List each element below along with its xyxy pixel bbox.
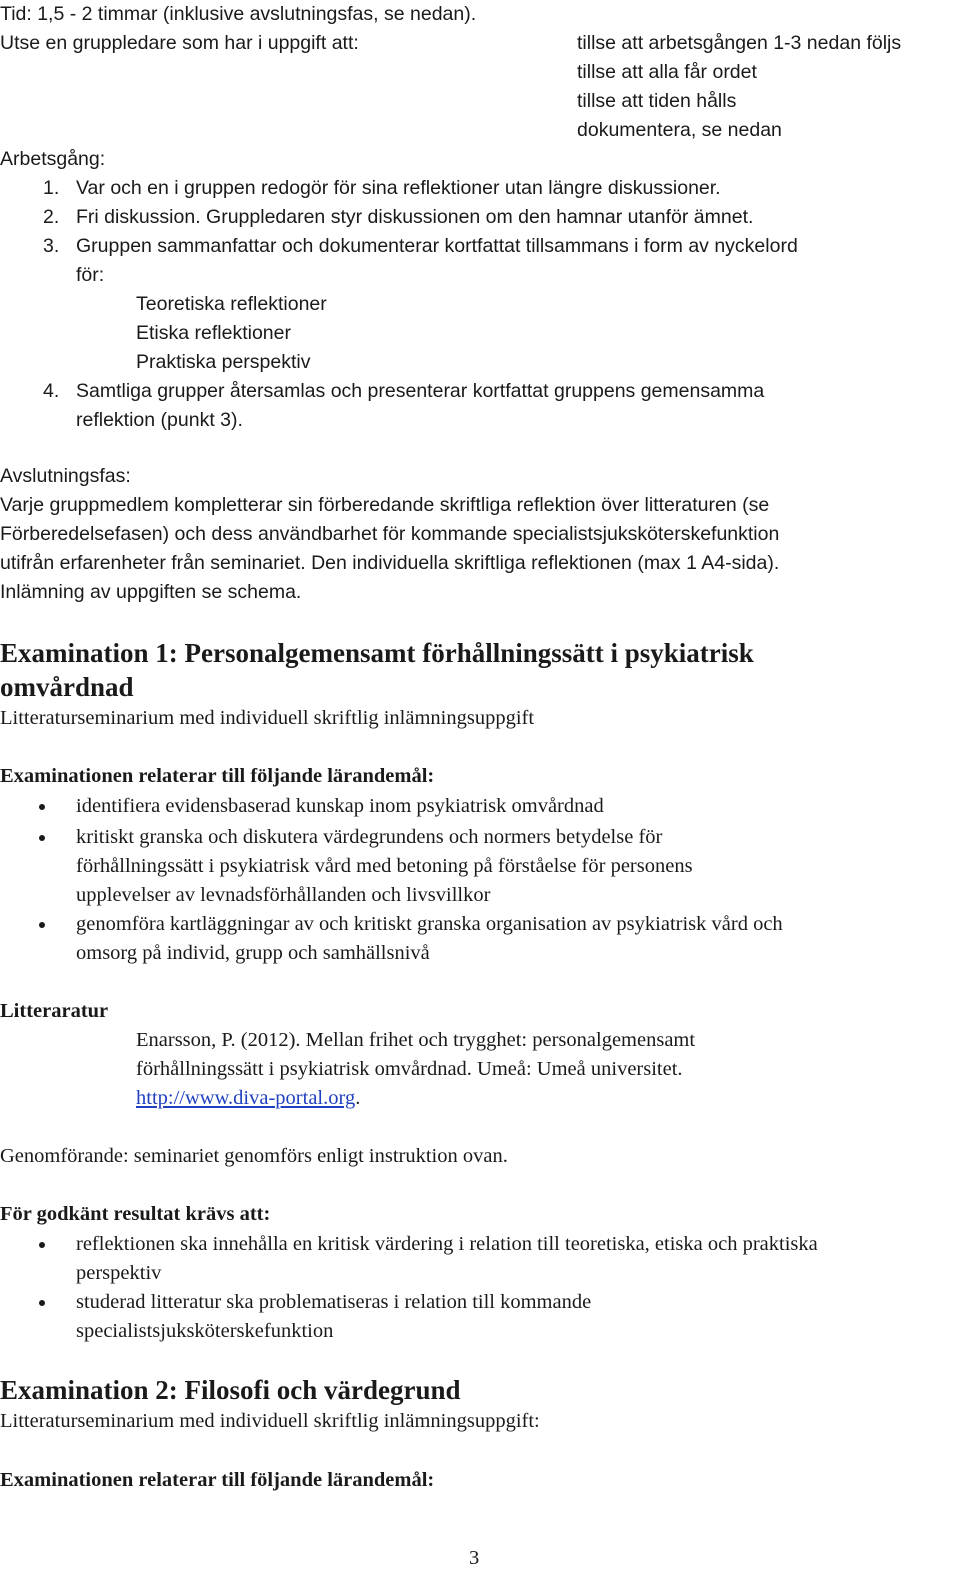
bullet-icon [39, 1300, 45, 1306]
step-text: reflektion (punkt 3). [76, 409, 243, 431]
leader-task: tillse att tiden hålls [577, 90, 737, 112]
criteria-text: studerad litteratur ska problematiseras i relation till kommande [76, 1291, 592, 1313]
step-text: Var och en i gruppen redogör för sina reflektioner utan längre diskussioner. [76, 177, 721, 199]
goal-text: omsorg på individ, grupp och samhällsnivå [76, 942, 430, 964]
criteria-text: reflektionen ska innehålla en kritisk värdering i relation till teoretiska, etiska och praktiska [76, 1233, 818, 1255]
step3-item: Praktiska perspektiv [136, 351, 311, 373]
step-text: Gruppen sammanfattar och dokumenterar kortfattat tillsammans i form av nyckelord [76, 235, 798, 257]
bullet-icon [39, 804, 45, 810]
literature-heading: Litteraratur [0, 1000, 109, 1022]
goal-text: kritiskt granska och diskutera värdegrundens och normers betydelse för [76, 826, 663, 848]
bullet-icon [39, 1242, 45, 1248]
diva-portal-link[interactable]: http://www.diva-portal.org [136, 1087, 356, 1109]
workflow-heading: Arbetsgång: [0, 148, 106, 170]
exam2-title: Examination 2: Filosofi och värdegrund [0, 1375, 461, 1405]
closing-text: utifrån erfarenheter från seminariet. Den individuella skriftliga reflektionen (max 1 A4-sida). [0, 552, 780, 574]
closing-text: Förberedelsefasen) och dess användbarhet för kommande specialistsjuksköterskefunktion [0, 523, 780, 545]
time-line: Tid: 1,5 - 2 timmar (inklusive avslutningsfas, se nedan). [0, 3, 477, 25]
step-number: 3. [43, 235, 60, 257]
exam1-goals-heading: Examinationen relaterar till följande lärandemål: [0, 765, 435, 787]
goal-text: identifiera evidensbaserad kunskap inom psykiatrisk omvårdnad [76, 795, 604, 817]
bullet-icon [39, 835, 45, 841]
exam1-title: Examination 1: Personalgemensamt förhållningssätt i psykiatrisk [0, 638, 754, 668]
literature-reference: förhållningssätt i psykiatrisk omvårdnad. Umeå: Umeå universitet. [136, 1058, 683, 1080]
step-text: Samtliga grupper återsamlas och presenterar kortfattat gruppens gemensamma [76, 380, 765, 402]
step-number: 4. [43, 380, 60, 402]
step-text: Fri diskussion. Gruppledaren styr diskussionen om den hamnar utanför ämnet. [76, 206, 754, 228]
pass-criteria-heading: För godkänt resultat krävs att: [0, 1203, 271, 1225]
bullet-icon [39, 922, 45, 928]
link-period: . [355, 1087, 361, 1109]
closing-text: Inlämning av uppgiften se schema. [0, 581, 302, 603]
exam1-subtitle: Litteraturseminarium med individuell skriftlig inlämningsuppgift [0, 707, 535, 729]
leader-task: tillse att arbetsgången 1-3 nedan följs [577, 32, 902, 54]
leader-task: tillse att alla får ordet [577, 61, 757, 83]
closing-text: Varje gruppmedlem kompletterar sin förberedande skriftliga reflektion över litteraturen (se [0, 494, 770, 516]
exam2-subtitle: Litteraturseminarium med individuell skriftlig inlämningsuppgift: [0, 1410, 540, 1432]
exam2-goals-heading: Examinationen relaterar till följande lärandemål: [0, 1469, 435, 1491]
literature-link-line [136, 1084, 360, 1113]
page-number: 3 [469, 1547, 480, 1569]
leader-task: dokumentera, se nedan [577, 119, 782, 141]
criteria-text: specialistsjuksköterskefunktion [76, 1320, 334, 1342]
step-number: 2. [43, 206, 60, 228]
step3-item: Etiska reflektioner [136, 322, 291, 344]
goal-text: genomföra kartläggningar av och kritiskt granska organisation av psykiatrisk vård och [76, 913, 783, 935]
step-text: för: [76, 264, 105, 286]
implementation-text: Genomförande: seminariet genomförs enligt instruktion ovan. [0, 1145, 508, 1167]
closing-heading: Avslutningsfas: [0, 465, 131, 487]
step3-item: Teoretiska reflektioner [136, 293, 327, 315]
group-leader-label: Utse en gruppledare som har i uppgift att: [0, 32, 359, 54]
goal-text: förhållningssätt i psykiatrisk vård med betoning på förståelse för personens [76, 855, 693, 877]
literature-reference: Enarsson, P. (2012). Mellan frihet och trygghet: personalgemensamt [136, 1029, 696, 1051]
exam1-title: omvårdnad [0, 672, 134, 702]
step-number: 1. [43, 177, 60, 199]
goal-text: upplevelser av levnadsförhållanden och livsvillkor [76, 884, 491, 906]
criteria-text: perspektiv [76, 1262, 162, 1284]
